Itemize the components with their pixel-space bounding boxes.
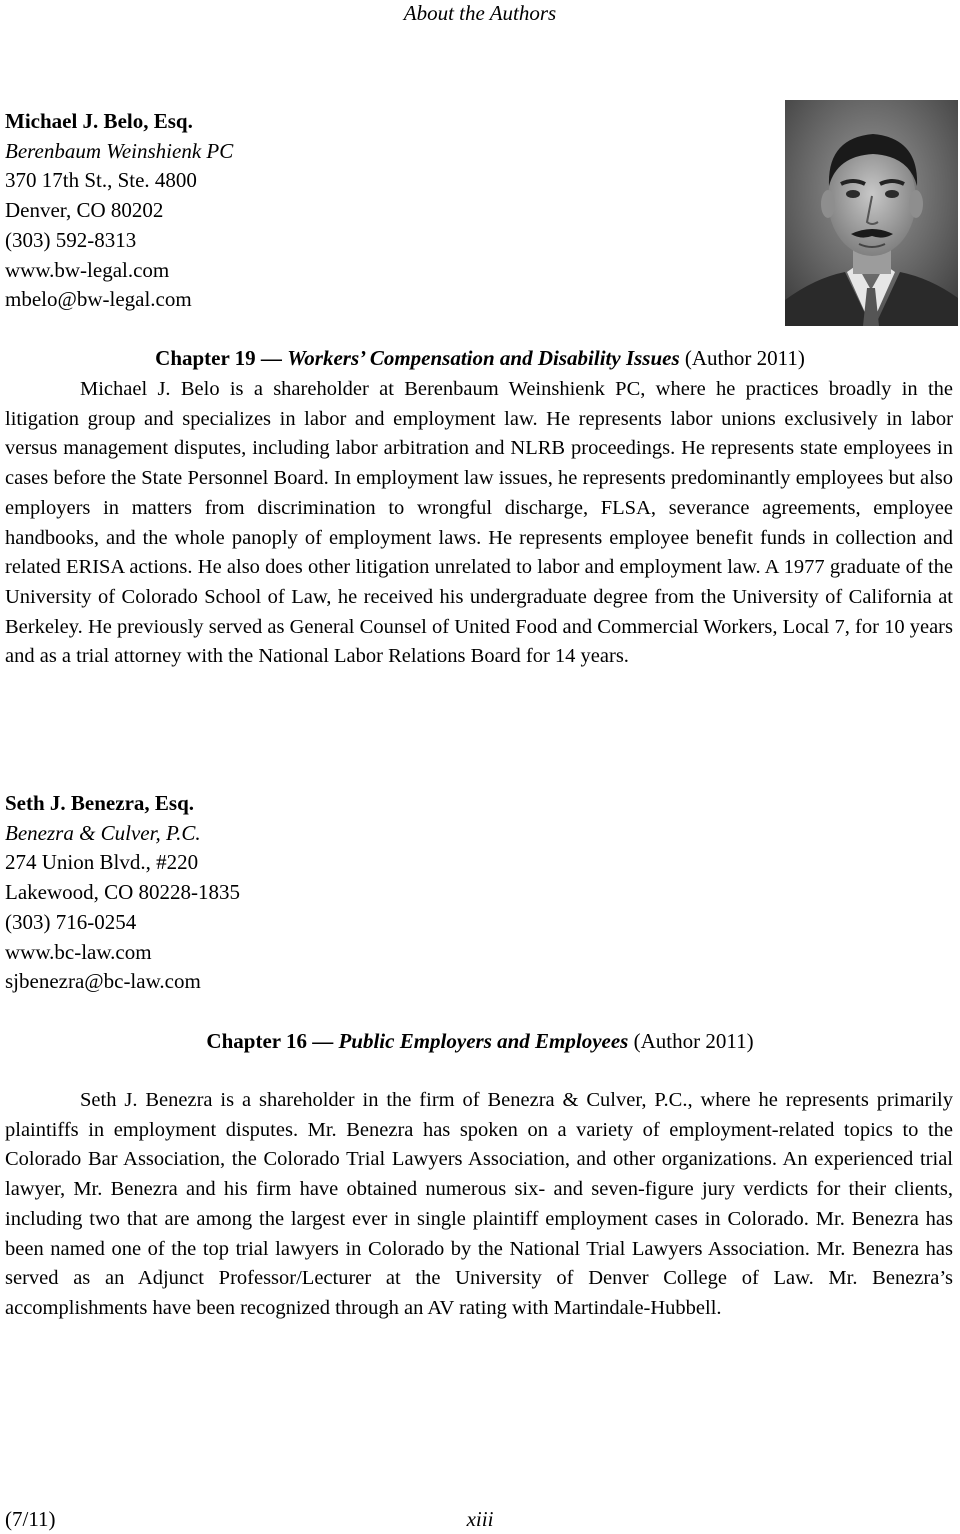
author-portrait-photo (785, 100, 958, 326)
chapter-note: (Author 2011) (684, 346, 805, 370)
portrait-image (785, 100, 958, 326)
chapter-heading (0, 1027, 960, 1055)
running-header: About the Authors (403, 1, 557, 25)
chapter-note: (Author 2011) (633, 1029, 754, 1053)
author-name: Seth J. Benezra, Esq. (5, 791, 194, 815)
author-phone: (303) 716-0254 (5, 909, 137, 934)
author-address-line1: 370 17th St., Ste. 4800 (5, 168, 197, 193)
chapter-number: Chapter 16 — (206, 1029, 334, 1053)
author-website: www.bw-legal.com (5, 257, 170, 282)
chapter-title: Public Employers and Employees (338, 1029, 629, 1053)
chapter-heading (0, 344, 960, 372)
chapter-title: Workers’ Compensation and Disability Issues (287, 346, 680, 370)
author-bio: Michael J. Belo is a shareholder at Berenbaum Weinshienk PC, where he practices broadly in the litigation group and specializes in labor and employment law. He represents labor unions exclusively in labor versus management disputes, including labor arbitration and NLRB proceedings. He represents state employees in cases before the State Personnel Board. In employment law issues, he represents predominantly employees but also employers in matters from discrimination to wrongful discharge, FLSA, severance agreements, employee handbooks, and the whole panoply of employment laws. He represents employee benefit funds in collection and related ERISA actions. He also does other litigation unrelated to labor and employment law. A 1977 graduate of the University of Colorado School of Law, he received his undergraduate degree from the University of California at Berkeley. He previously served as General Counsel of United Food and Commercial Workers, Local 7, for 10 years and as a trial attorney with the National Labor Relations Board for 14 years. (5, 378, 953, 668)
author-address-line2: Lakewood, CO 80228-1835 (5, 880, 241, 905)
author-address-line1: 274 Union Blvd., #220 (5, 850, 199, 875)
author-bio: Seth J. Benezra is a shareholder in the firm of Benezra & Culver, P.C., where he represents primarily plaintiffs in employment disputes. Mr. Benezra has spoken on a variety of employment-related topics to the Colorado Bar Association, the Colorado Trial Lawyers Association, and other organizations. An experienced trial lawyer, Mr. Benezra and his firm have obtained numerous six- and seven-figure jury verdicts for their clients, including two that are among the largest ever in single plaintiff employment cases in Colorado. Mr. Benezra has been named one of the top trial lawyers in Colorado by the National Trial Lawyers Association. Mr. Benezra has served as an Adjunct Professor/Lecturer at the University of Denver College of Law. Mr. Benezra’s accomplishments have been recognized through an AV rating with Martindale-Hubbell. (5, 1089, 953, 1319)
footer-date: (7/11) (5, 1507, 56, 1531)
author-website: www.bc-law.com (5, 939, 152, 964)
page-number: xiii (466, 1507, 494, 1531)
author-contact-block (5, 107, 233, 315)
chapter-number: Chapter 19 — (155, 346, 282, 370)
author-name: Michael J. Belo, Esq. (5, 109, 193, 133)
author-contact-block (5, 789, 240, 997)
author-address-line2: Denver, CO 80202 (5, 198, 164, 223)
author-email: mbelo@bw-legal.com (5, 287, 192, 312)
author-firm: Benezra & Culver, P.C. (5, 820, 201, 845)
author-phone: (303) 592-8313 (5, 227, 137, 252)
author-firm: Berenbaum Weinshienk PC (5, 138, 234, 163)
author-email: sjbenezra@bc-law.com (5, 969, 201, 994)
